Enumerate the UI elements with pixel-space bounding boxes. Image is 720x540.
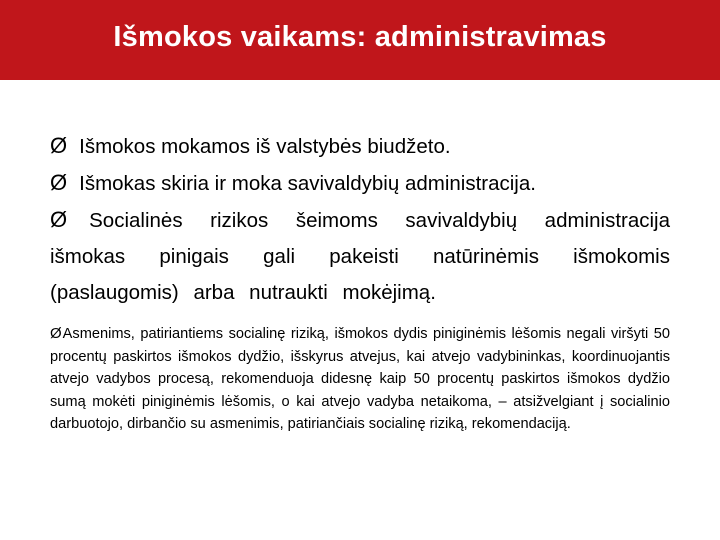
arrow-bullet-icon: Ø — [50, 207, 68, 232]
bullet-text: Išmokos mokamos iš valstybės biudžeto. — [79, 135, 451, 158]
bullet-text: Socialinės rizikos šeimoms savivaldybių administracija išmokas pinigais gali pakeisti natūrinėmis išmokomis (paslaugomis) arba nutraukti mokėjimą. — [50, 209, 670, 304]
slide-title: Išmokos vaikams: administravimas — [113, 20, 607, 53]
note-text: Asmenims, patiriantiems socialinę riziką, išmokos dydis piniginėmis lėšomis negali viršyti 50 procentų paskirtos išmokos dydžio, išskyrus atvejus, kai atvejo vadybininkas, koordinuojantis atvejo vadybos procesą, rekomenduoja didesnę kaip 50 procentų paskirtos išmokos dydžio sumą mokėti piniginėmis lėšomis, o kai atvejo vadyba netaikoma, – atsižvelgiant į socialinio darbuotojo, dirbančio su asmenimis, patiriančiais socialinę riziką, rekomendaciją. — [50, 326, 670, 432]
arrow-bullet-icon: Ø — [50, 133, 68, 158]
bullet-item — [50, 165, 670, 202]
arrow-bullet-icon: Ø — [50, 170, 68, 195]
title-bar — [0, 0, 720, 80]
note-item — [50, 323, 670, 436]
slide-content — [50, 128, 670, 436]
bullet-item — [50, 202, 670, 311]
bullet-text: Išmokas skiria ir moka savivaldybių administracija. — [79, 172, 536, 195]
arrow-bullet-icon: Ø — [50, 325, 62, 342]
bullet-item — [50, 128, 670, 165]
